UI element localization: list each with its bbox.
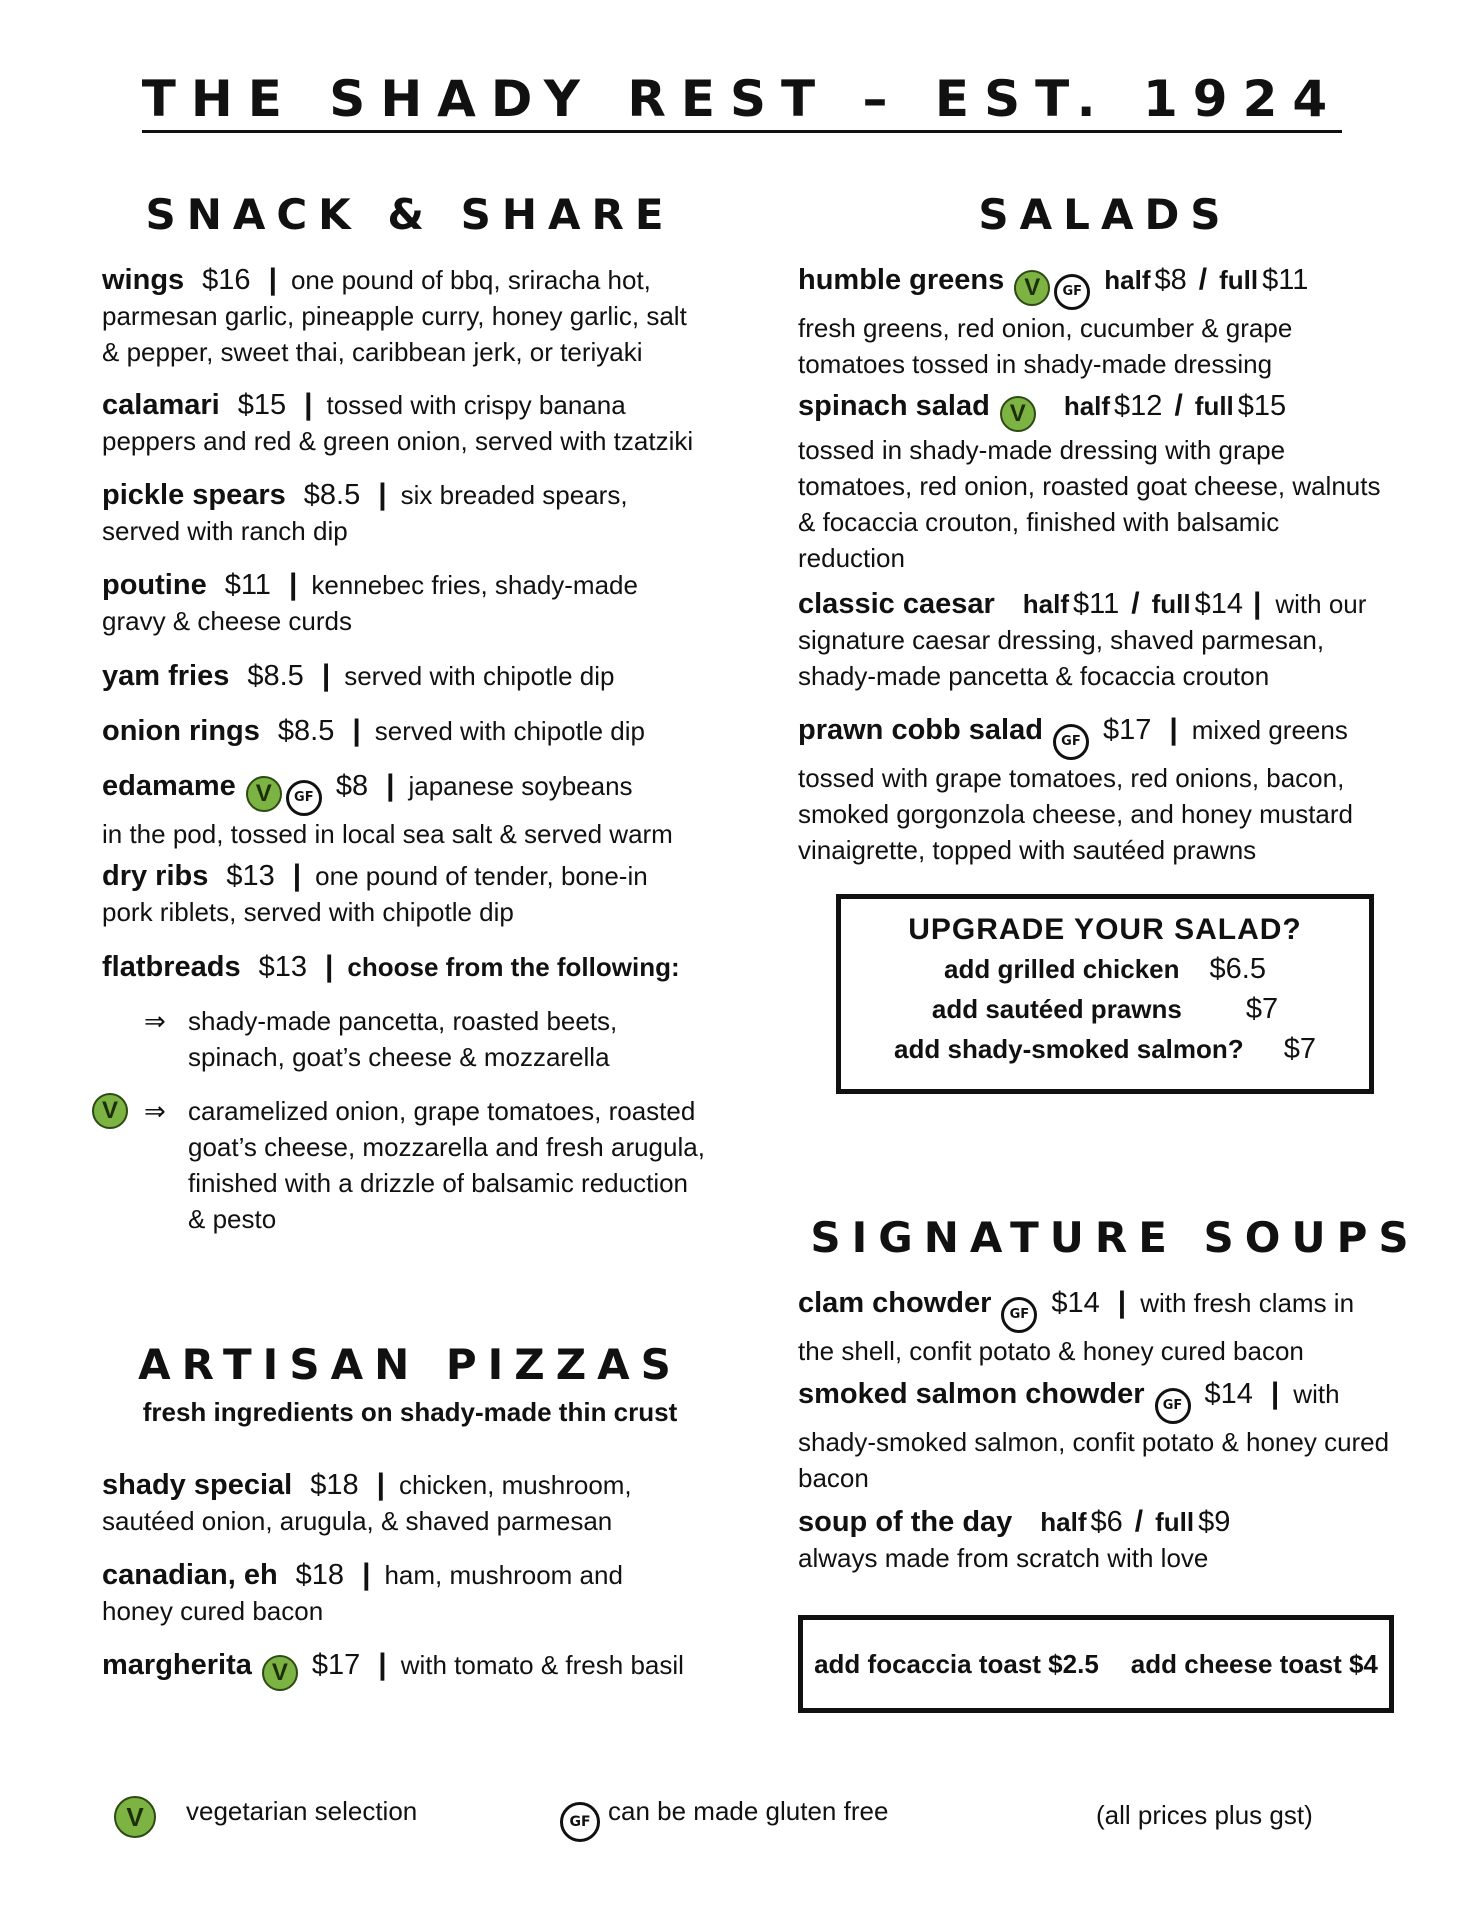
item-desc: mixed greens — [1191, 715, 1348, 745]
item-desc: in the pod, tossed in local sea salt & served warm — [102, 819, 673, 849]
upgrade-option-chicken — [841, 949, 1369, 989]
item-price: $13 — [226, 860, 275, 892]
item-name: calamari — [102, 389, 220, 421]
menu-item-spinach-salad — [798, 388, 1448, 576]
vegetarian-icon: V — [1014, 270, 1050, 306]
menu-item-calamari — [102, 387, 742, 459]
full-label: full — [1194, 391, 1234, 421]
legend-vegetarian — [114, 1796, 417, 1838]
menu-item-prawn-cobb-salad — [798, 712, 1448, 868]
half-label: half — [1104, 265, 1151, 295]
item-desc: reduction — [798, 543, 905, 573]
menu-item-poutine — [102, 567, 742, 639]
item-desc: with — [1293, 1379, 1340, 1409]
separator: | — [325, 950, 334, 983]
item-name: humble greens — [798, 264, 1005, 296]
item-desc: six breaded spears, — [400, 480, 628, 510]
item-desc: gravy & cheese curds — [102, 606, 353, 636]
menu-item-yam-fries — [102, 658, 742, 694]
separator: | — [1270, 1377, 1280, 1410]
item-price: $17 — [311, 1649, 361, 1681]
item-desc: smoked gorgonzola cheese, and honey mustard — [798, 799, 1354, 829]
item-desc: shady-smoked salmon, confit potato & honey cured — [798, 1427, 1390, 1457]
menu-item-dry-ribs — [102, 858, 742, 930]
item-desc: japanese soybeans — [408, 771, 633, 801]
item-desc: tomatoes tossed in shady-made dressing — [798, 349, 1273, 379]
menu-item-humble-greens — [798, 262, 1448, 382]
section-heading-pizzas: ARTISAN PIZZAS — [138, 1340, 682, 1389]
legend-label: can be made gluten free — [608, 1796, 889, 1826]
item-price: $8.5 — [247, 660, 304, 692]
half-label: half — [1063, 391, 1111, 421]
upgrade-option-salmon — [841, 1029, 1369, 1069]
section-heading-snack: SNACK & SHARE — [145, 190, 675, 239]
menu-item-smoked-salmon-chowder — [798, 1376, 1458, 1496]
upgrade-price: $7 — [1245, 993, 1279, 1025]
half-price: $11 — [1072, 588, 1120, 620]
upgrade-title: UPGRADE YOUR SALAD? — [908, 913, 1302, 946]
item-name: edamame — [102, 770, 236, 802]
item-desc: peppers and red & green onion, served with tzatziki — [102, 426, 694, 456]
item-name: flatbreads — [102, 951, 241, 983]
item-name: dry ribs — [102, 860, 209, 892]
separator: | — [362, 1558, 371, 1591]
item-desc: tossed with crispy banana — [326, 390, 626, 420]
menu-item-margherita — [102, 1647, 742, 1691]
vegetarian-icon: V — [1000, 396, 1036, 432]
item-name: canadian, eh — [102, 1559, 278, 1591]
full-price: $9 — [1198, 1506, 1231, 1538]
item-price: $14 — [1204, 1378, 1253, 1410]
item-desc: signature caesar dressing, shaved parmesan, — [798, 625, 1325, 655]
item-desc: chicken, mushroom, — [399, 1470, 632, 1500]
separator: | — [268, 263, 277, 296]
vegetarian-icon: V — [246, 776, 282, 812]
item-name: clam chowder — [798, 1287, 992, 1319]
section-subheading: fresh ingredients on shady-made thin crust — [142, 1397, 678, 1427]
vegetarian-icon: V — [114, 1796, 156, 1838]
separator: | — [378, 478, 387, 511]
separator: | — [1252, 587, 1262, 620]
arrow-icon: ⇒ — [144, 1096, 166, 1126]
upgrade-label: add sautéed prawns — [931, 994, 1182, 1024]
half-label: half — [1022, 589, 1069, 619]
item-price: $8.5 — [277, 715, 335, 747]
focaccia-toast-addon: add focaccia toast $2.5 — [814, 1648, 1099, 1679]
separator: | — [378, 1648, 387, 1681]
item-desc: served with chipotle dip — [344, 661, 615, 691]
item-name: onion rings — [102, 715, 260, 747]
half-label: half — [1040, 1507, 1087, 1537]
half-price: $12 — [1114, 390, 1163, 422]
half-price: $6 — [1090, 1506, 1123, 1538]
item-name: margherita — [102, 1649, 252, 1681]
item-desc: the shell, confit potato & honey cured bacon — [798, 1336, 1304, 1366]
section-heading-salads: SALADS — [978, 190, 1232, 239]
menu-item-shady-special — [102, 1467, 742, 1539]
item-name: soup of the day — [798, 1506, 1013, 1538]
separator: / — [1174, 389, 1183, 422]
item-price: $18 — [310, 1469, 359, 1501]
menu-item-onion-rings — [102, 713, 742, 749]
upgrade-salad-box — [836, 894, 1374, 1094]
upgrade-option-prawns — [841, 989, 1369, 1029]
item-desc: with tomato & fresh basil — [400, 1650, 684, 1680]
menu-title: THE SHADY REST – EST. 1924 — [0, 70, 1484, 128]
item-desc: served with ranch dip — [102, 516, 348, 546]
legend-gluten-free — [560, 1796, 888, 1842]
option-text: & pesto — [188, 1204, 277, 1234]
menu-item-edamame — [102, 768, 742, 852]
toast-addon-box — [798, 1615, 1394, 1713]
full-price: $11 — [1262, 264, 1309, 296]
menu-item-wings — [102, 262, 742, 370]
half-price: $8 — [1154, 264, 1187, 296]
item-desc: tossed in shady-made dressing with grape — [798, 435, 1286, 465]
item-desc: sautéed onion, arugula, & shaved parmesan — [102, 1506, 613, 1536]
gluten-free-icon: GF — [286, 780, 322, 816]
item-price: $8 — [335, 770, 369, 802]
item-price: $14 — [1051, 1287, 1100, 1319]
item-desc: shady-made pancetta & focaccia crouton — [798, 661, 1270, 691]
gluten-free-icon: GF — [1053, 724, 1089, 760]
item-desc: choose from the following: — [347, 952, 680, 982]
item-name: smoked salmon chowder — [798, 1378, 1145, 1410]
separator: | — [288, 568, 298, 601]
menu-item-soup-of-the-day — [798, 1504, 1448, 1576]
item-name: poutine — [102, 569, 207, 601]
item-desc: bacon — [798, 1463, 869, 1493]
item-desc: ham, mushroom and — [384, 1560, 623, 1590]
item-desc: & focaccia crouton, finished with balsamic — [798, 507, 1280, 537]
item-desc: fresh greens, red onion, cucumber & grape — [798, 313, 1293, 343]
separator: | — [386, 769, 395, 802]
legend-label: vegetarian selection — [186, 1796, 418, 1826]
option-text: caramelized onion, grape tomatoes, roasted — [188, 1096, 696, 1126]
full-price: $14 — [1194, 588, 1243, 620]
separator: | — [1169, 713, 1178, 746]
item-name: shady special — [102, 1469, 293, 1501]
item-name: yam fries — [102, 660, 230, 692]
item-price: $18 — [295, 1559, 345, 1591]
item-desc: honey cured bacon — [102, 1596, 324, 1626]
item-desc: tomatoes, red onion, roasted goat cheese, walnuts — [798, 471, 1381, 501]
item-desc: always made from scratch with love — [798, 1543, 1209, 1573]
item-name: spinach salad — [798, 390, 990, 422]
gluten-free-icon: GF — [1054, 274, 1090, 310]
section-heading-soups: SIGNATURE SOUPS — [810, 1213, 1420, 1262]
item-desc: with our — [1275, 589, 1367, 619]
menu-item-flatbreads — [102, 949, 742, 985]
flatbread-option-1 — [102, 1003, 742, 1075]
upgrade-label: add shady-smoked salmon? — [894, 1034, 1244, 1064]
option-text: finished with a drizzle of balsamic reduction — [188, 1168, 689, 1198]
full-label: full — [1219, 265, 1259, 295]
item-desc: kennebec fries, shady-made — [311, 570, 638, 600]
full-price: $15 — [1237, 390, 1287, 422]
separator: / — [1134, 1505, 1144, 1538]
option-text: goat’s cheese, mozzarella and fresh arugula, — [188, 1132, 705, 1162]
item-desc: served with chipotle dip — [374, 716, 645, 746]
price-note: (all prices plus gst) — [1096, 1800, 1313, 1830]
item-price: $16 — [202, 264, 251, 296]
separator: / — [1131, 587, 1140, 620]
item-price: $13 — [258, 951, 307, 983]
upgrade-price: $6.5 — [1209, 953, 1266, 985]
cheese-toast-addon: add cheese toast $4 — [1130, 1648, 1378, 1679]
separator: | — [304, 388, 313, 421]
flatbread-option-2 — [102, 1093, 742, 1237]
item-name: prawn cobb salad — [798, 714, 1043, 746]
item-desc: one pound of bbq, sriracha hot, — [290, 265, 651, 295]
item-name: pickle spears — [102, 479, 286, 511]
item-desc: vinaigrette, topped with sautéed prawns — [798, 835, 1257, 865]
vegetarian-icon: V — [262, 1655, 298, 1691]
option-text: spinach, goat’s cheese & mozzarella — [188, 1042, 610, 1072]
option-text: shady-made pancetta, roasted beets, — [188, 1006, 618, 1036]
separator: | — [321, 659, 331, 692]
item-desc: tossed with grape tomatoes, red onions, bacon, — [798, 763, 1345, 793]
vegetarian-icon: V — [92, 1093, 128, 1129]
item-desc: one pound of tender, bone-in — [315, 861, 648, 891]
item-name: wings — [102, 264, 185, 296]
full-label: full — [1151, 589, 1191, 619]
item-desc: parmesan garlic, pineapple curry, honey garlic, salt — [102, 301, 687, 331]
item-price: $15 — [237, 389, 287, 421]
upgrade-label: add grilled chicken — [944, 954, 1180, 984]
item-price: $8.5 — [303, 479, 361, 511]
menu-item-canadian-eh — [102, 1557, 742, 1629]
separator: | — [352, 714, 361, 747]
item-price: $17 — [1102, 714, 1152, 746]
separator: | — [292, 859, 302, 892]
menu-item-classic-caesar — [798, 586, 1458, 694]
upgrade-price: $7 — [1283, 1033, 1316, 1065]
gluten-free-icon: GF — [1001, 1297, 1037, 1333]
separator: / — [1198, 263, 1208, 296]
item-desc: with fresh clams in — [1140, 1288, 1355, 1318]
separator: | — [1117, 1286, 1127, 1319]
menu-item-clam-chowder — [798, 1285, 1448, 1369]
item-name: classic caesar — [798, 588, 995, 620]
full-label: full — [1155, 1507, 1195, 1537]
menu-item-pickle-spears — [102, 477, 742, 549]
item-price: $11 — [224, 569, 271, 601]
gluten-free-icon: GF — [1155, 1388, 1191, 1424]
separator: | — [376, 1468, 386, 1501]
item-desc: pork riblets, served with chipotle dip — [102, 897, 514, 927]
arrow-icon: ⇒ — [144, 1006, 166, 1036]
item-desc: & pepper, sweet thai, caribbean jerk, or teriyaki — [102, 337, 643, 367]
gluten-free-icon: GF — [560, 1802, 600, 1842]
